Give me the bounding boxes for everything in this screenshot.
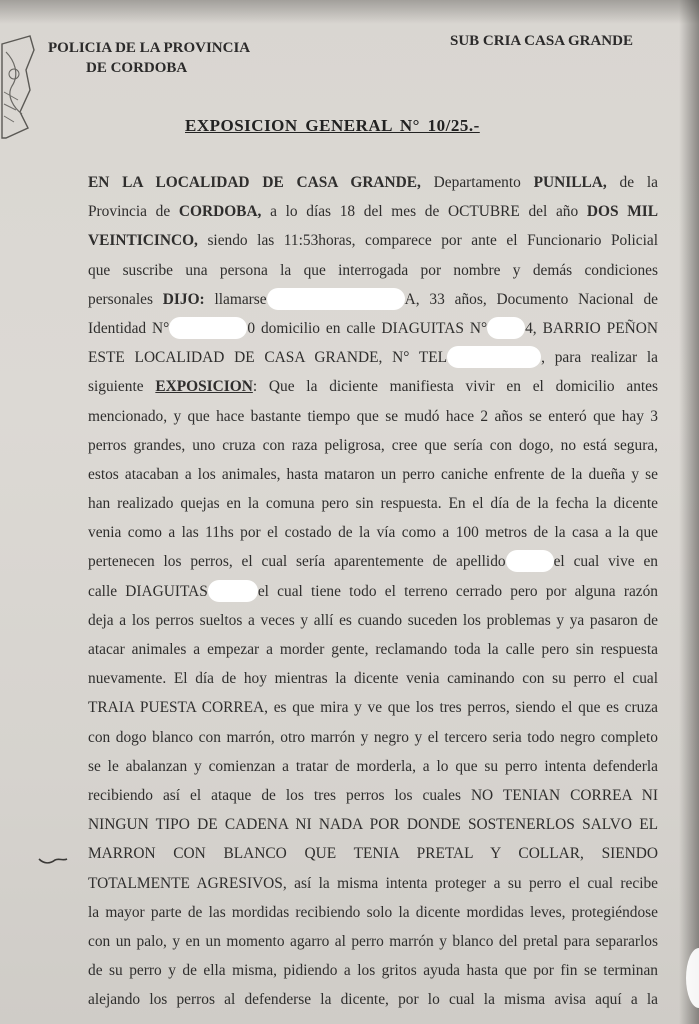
- body-line-1: EN LA LOCALIDAD DE CASA GRANDE, Departamento PUNILLA, de la: [88, 174, 658, 191]
- body-line-20: con dogo blanco con marrón, otro marrón y negro y el tercero seria todo negro completo: [88, 728, 658, 746]
- body-line-3: VEINTICINCO, siendo las 11:53horas, comparece por ante el Funcionario Policial: [88, 232, 658, 250]
- body-line-25: TOTALMENTE AGRESIVOS, así la misma intenta proteger a su perro el cual recibe: [88, 874, 658, 892]
- body-line-27: con un palo, y en un momento agarro al perro marrón y blanco del pretal para separarlos: [88, 932, 658, 950]
- body-line-5: personales DIJO: llamarse A, 33 años, Documento Nacional de: [88, 285, 658, 314]
- body-line-22: recibiendo así el ataque de los tres perros los cuales NO TENIAN CORREA NI: [88, 786, 658, 804]
- redaction: [169, 317, 247, 339]
- body-line-17: atacar animales a empezar a morder gente, reclamando toda la calle pero sin respuesta: [88, 641, 658, 658]
- pen-mark-icon: [38, 856, 68, 866]
- redaction: [267, 288, 405, 310]
- body-line-18: nuevamente. El día de hoy mientras la dicente venia caminando con su perro el cual: [88, 670, 658, 688]
- body-line-11: estos atacaban a los animales, hasta mataron un perro caniche enfrente de la dueña y se: [88, 465, 658, 483]
- body-line-21: se le abalanzan y comienzan a tratar de morderla, a lo que su perro intenta defenderla: [88, 757, 658, 775]
- body-line-2: Provincia de CORDOBA, a lo días 18 del mes de OCTUBRE del año DOS MIL: [88, 203, 658, 221]
- body-line-26: la mayor parte de las mordidas recibiendo solo la dicente mordidas leves, protegiéndose: [88, 903, 658, 921]
- department-header: SUB CRIA CASA GRANDE: [450, 33, 633, 49]
- redaction: [506, 550, 554, 572]
- body-line-8: siguiente EXPOSICION: Que la diciente manifiesta vivir en el domicilio antes: [88, 378, 658, 396]
- body-line-13: venia como a las 11hs por el costado de la vía como a 100 metros de la casa a la que: [88, 524, 658, 542]
- page-shadow-top: [0, 0, 699, 24]
- body-line-23: NINGUN TIPO DE CADENA NI NADA POR DONDE SOSTENERLOS SALVO EL: [88, 816, 658, 834]
- body-line-7: ESTE LOCALIDAD DE CASA GRANDE, N° TEL , para realizar la: [88, 343, 658, 372]
- body-line-15: calle DIAGUITAS el cual tiene todo el terreno cerrado pero por alguna razón: [88, 577, 658, 606]
- body-line-24: MARRON CON BLANCO QUE TENIA PRETAL Y COLLAR, SIENDO: [88, 845, 658, 863]
- body-line-29: alejando los perros al defenderse la dicente, por lo cual la misma avisa aquí a la: [88, 991, 658, 1009]
- body-line-14: pertenecen los perros, el cual sería aparentemente de apellido el cual vive en: [88, 547, 658, 576]
- body-line-28: de su perro y de ella misma, pidiendo a los gritos ayuda hasta que por fin se terminan: [88, 962, 658, 980]
- body-line-9: mencionado, y que hace bastante tiempo que se mudó hace 2 años se enteró que hay 3: [88, 407, 658, 425]
- redaction: [447, 346, 541, 368]
- body-line-12: han realizado quejas en la comuna pero sin respuesta. En el día de la fecha la dicente: [88, 495, 658, 513]
- institution-line-2: DE CORDOBA: [86, 60, 188, 76]
- page-shadow-right: [679, 0, 699, 1024]
- redaction: [487, 317, 525, 339]
- institution-line-1: POLICIA DE LA PROVINCIA: [48, 40, 251, 56]
- document-title: EXPOSICION GENERAL N° 10/25.-: [185, 116, 480, 135]
- body-line-10: perros grandes, uno cruza con raza peligrosa, cree que sería con dogo, no está segura,: [88, 436, 658, 454]
- redaction: [208, 580, 258, 602]
- document-body: [88, 168, 658, 1014]
- body-line-19: TRAIA PUESTA CORREA, es que mira y ve que los tres perros, siendo el que es cruza: [88, 699, 658, 717]
- institution-header: [48, 38, 250, 78]
- body-line-6: Identidad N° 0 domicilio en calle DIAGUITAS N° 4, BARRIO PEÑON: [88, 314, 658, 343]
- body-line-4: que suscribe una persona la que interrogada por nombre y demás condiciones: [88, 261, 658, 279]
- police-crest-icon: [0, 30, 44, 142]
- body-line-16: deja a los perros sueltos a veces y allí es cuando suceden los problemas y ya pasaron de: [88, 611, 658, 629]
